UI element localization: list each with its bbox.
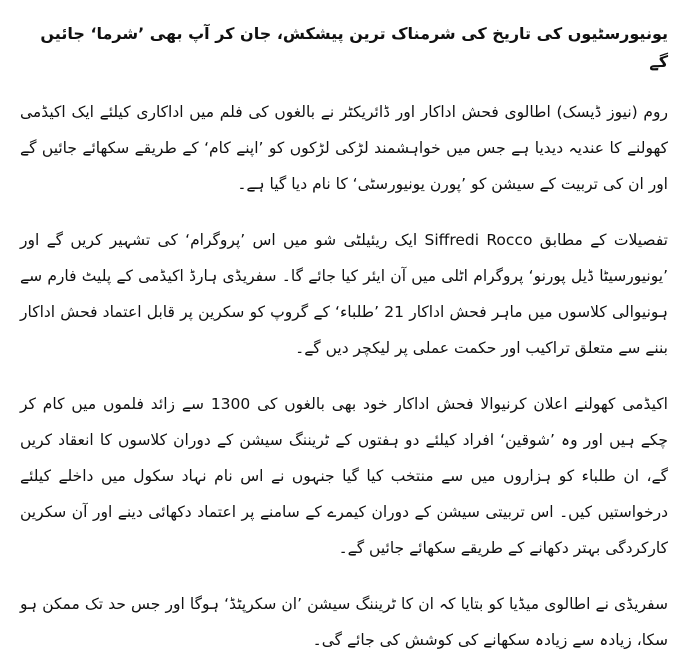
article-paragraph: اکیڈمی کھولنے اعلان کرنیوالا فحش اداکار خود بھی بالغوں کی 1300 سے زائد فلموں میں کام کر چکے ہیں اور وہ ’شوقین‘ افراد کیلئے دو ہفتوں کے ٹریننگ سیشن کے دوران کلاسوں کا انعقاد کریں گے، ان طلباء کو ہزاروں میں سے منتخب کیا گیا جنہوں نے اس نام نہاد سکول میں داخلے کیلئے درخواستیں کیں۔ اس تربیتی سیشن کے دوران کیمرے کے سامنے پر اعتماد دکھائی دینے اور آن سکرین کارکردگی بہتر دکھانے کے طریقے سکھائے جائیں گے۔ xyxy=(20,395,668,557)
article-paragraph: تفصیلات کے مطابق Siffredi Rocco ایک ریئیلٹی شو میں اس ’پروگرام‘ کی تشہیر کریں گے اور ’یونیورسیٹا ڈیل پورنو‘ پروگرام اٹلی میں آن ایئر کیا جائے گا۔ سفریڈی ہارڈ اکیڈمی کے پلیٹ فارم سے ہونیوالی کلاسوں میں ماہر فحش اداکار 21 ’طلباء‘ کے گروپ کو سکرین پر قابل اعتماد فحش اداکار بننے سے متعلق تراکیب اور حکمت عملی پر لیکچر دیں گے۔ xyxy=(20,231,668,357)
article-paragraph: روم (نیوز ڈیسک) اطالوی فحش اداکار اور ڈائریکٹر نے بالغوں کی فلم میں اداکاری کیلئے ایک اکیڈمی کھولنے کا عندیہ دیدیا ہے جس میں خواہشمند لڑکی لڑکوں کو ’اپنے کام‘ کے طریقے سکھائے جائیں گے اور ان کی تربیت کے سیشن کو ’پورن یونیورسٹی‘ کا نام دیا گیا ہے۔ xyxy=(20,103,668,193)
article-paragraph: سفریڈی نے اطالوی میڈیا کو بتایا کہ ان کا ٹریننگ سیشن ’ان سکرپٹڈ‘ ہوگا اور جس حد تک ممکن ہو سکا، زیادہ سے زیادہ سکھانے کی کوشش کی جائے گی۔ xyxy=(20,595,668,649)
article-headline: یونیورسٹیوں کی تاریخ کی شرمناک ترین پیشکش، جان کر آپ بھی ’شرما‘ جائیں گے xyxy=(40,24,668,71)
